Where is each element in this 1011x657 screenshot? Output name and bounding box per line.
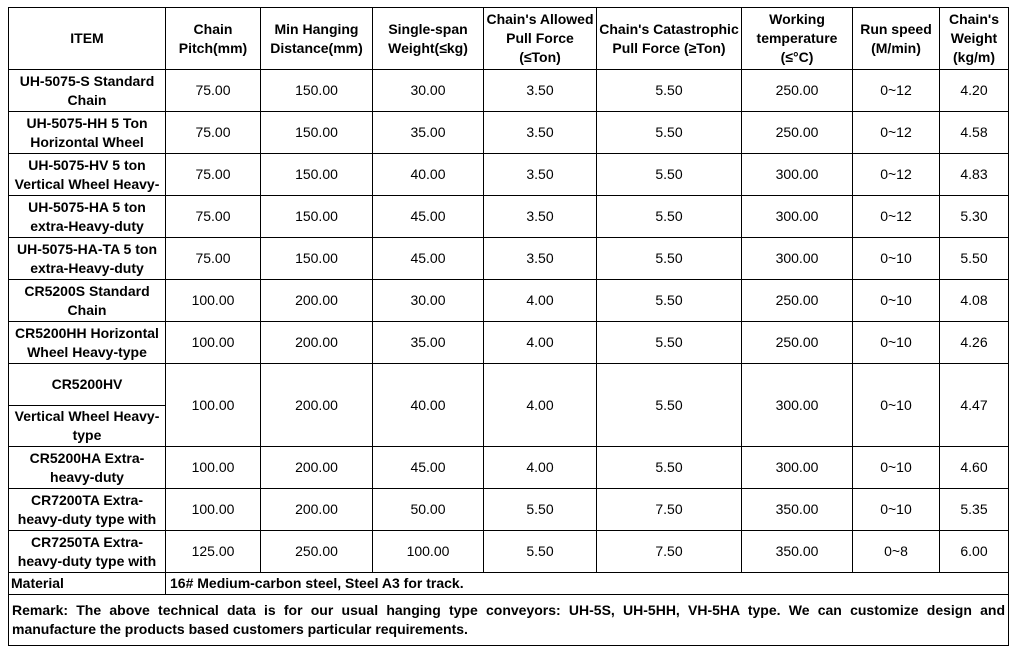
cell-cat-pull: 5.50 xyxy=(597,322,742,364)
cell-speed: 0~10 xyxy=(853,238,940,280)
cell-span-weight: 30.00 xyxy=(373,280,484,322)
cell-weight: 5.30 xyxy=(940,196,1009,238)
cell-speed: 0~12 xyxy=(853,154,940,196)
cell-allowed-pull: 4.00 xyxy=(484,447,597,489)
cell-span-weight: 35.00 xyxy=(373,322,484,364)
cell-item xyxy=(9,238,166,280)
cell-allowed-pull: 3.50 xyxy=(484,154,597,196)
cell-span-weight: 40.00 xyxy=(373,154,484,196)
cell-pitch: 100.00 xyxy=(166,322,261,364)
cell-cat-pull: 5.50 xyxy=(597,196,742,238)
item-label: UH-5075-HA 5 ton extra-Heavy-duty xyxy=(28,198,146,234)
table-row xyxy=(9,112,1009,154)
table-row xyxy=(9,322,1009,364)
cell-cat-pull: 7.50 xyxy=(597,489,742,531)
cell-item xyxy=(9,196,166,238)
cell-speed: 0~10 xyxy=(853,364,940,447)
item-label: UH-5075-HH 5 Ton Horizontal Wheel xyxy=(26,114,148,150)
cell-weight: 5.35 xyxy=(940,489,1009,531)
item-label: CR7200TA Extra-heavy-duty type with xyxy=(17,491,157,527)
material-row xyxy=(9,573,1009,595)
cell-span-weight: 45.00 xyxy=(373,447,484,489)
cell-pitch: 75.00 xyxy=(166,196,261,238)
cell-speed: 0~12 xyxy=(853,196,940,238)
cell-pitch: 75.00 xyxy=(166,70,261,112)
cell-weight: 4.20 xyxy=(940,70,1009,112)
table-row xyxy=(9,489,1009,531)
cell-span-weight: 40.00 xyxy=(373,364,484,447)
cell-cat-pull: 5.50 xyxy=(597,154,742,196)
cell-weight: 4.47 xyxy=(940,364,1009,447)
table-row xyxy=(9,70,1009,112)
cell-min-hang: 250.00 xyxy=(261,531,373,573)
cell-item xyxy=(9,531,166,573)
cell-item xyxy=(9,280,166,322)
cell-min-hang: 150.00 xyxy=(261,154,373,196)
cell-min-hang: 200.00 xyxy=(261,322,373,364)
cell-allowed-pull: 4.00 xyxy=(484,280,597,322)
remark-text: Remark: The above technical data is for our usual hanging type conveyors: UH-5S, UH-5HH, VH-5HA type. We can customize design and manufacture the products based customers particular requirements. xyxy=(9,595,1009,646)
cell-item xyxy=(9,489,166,531)
item-label: CR5200HH Horizontal Wheel Heavy-type xyxy=(15,324,159,360)
header-single-span-weight: Single-span Weight(≤kg) xyxy=(373,8,484,70)
cell-span-weight: 50.00 xyxy=(373,489,484,531)
header-min-hanging-distance: Min Hanging Distance(mm) xyxy=(261,8,373,70)
cell-min-hang: 150.00 xyxy=(261,238,373,280)
cell-speed: 0~8 xyxy=(853,531,940,573)
table-row xyxy=(9,280,1009,322)
cell-item xyxy=(9,154,166,196)
cell-weight: 4.58 xyxy=(940,112,1009,154)
cell-item-bottom: Vertical Wheel Heavy-type xyxy=(9,406,166,447)
remark-row xyxy=(9,595,1009,646)
cell-span-weight: 45.00 xyxy=(373,196,484,238)
table-row xyxy=(9,531,1009,573)
cell-weight: 5.50 xyxy=(940,238,1009,280)
header-run-speed: Run speed (M/min) xyxy=(853,8,940,70)
item-label: CR7250TA Extra-heavy-duty type with xyxy=(17,533,157,569)
cell-temp: 350.00 xyxy=(742,531,853,573)
cell-span-weight: 30.00 xyxy=(373,70,484,112)
cell-speed: 0~10 xyxy=(853,280,940,322)
cell-cat-pull: 5.50 xyxy=(597,238,742,280)
header-chain-pitch: Chain Pitch(mm) xyxy=(166,8,261,70)
cell-weight: 6.00 xyxy=(940,531,1009,573)
cell-temp: 250.00 xyxy=(742,112,853,154)
cell-cat-pull: 5.50 xyxy=(597,364,742,447)
cell-item xyxy=(9,70,166,112)
item-label: UH-5075-HA-TA 5 ton extra-Heavy-duty xyxy=(16,240,157,276)
cell-temp: 250.00 xyxy=(742,280,853,322)
header-item: ITEM xyxy=(9,8,166,70)
item-label: UH-5075-S Standard Chain xyxy=(19,72,155,108)
cell-pitch: 75.00 xyxy=(166,238,261,280)
cell-span-weight: 35.00 xyxy=(373,112,484,154)
table-row xyxy=(9,154,1009,196)
header-row xyxy=(9,8,1009,70)
cell-temp: 300.00 xyxy=(742,364,853,447)
cell-cat-pull: 5.50 xyxy=(597,447,742,489)
cell-pitch: 75.00 xyxy=(166,112,261,154)
table-row xyxy=(9,196,1009,238)
cell-temp: 300.00 xyxy=(742,196,853,238)
cell-item xyxy=(9,322,166,364)
cell-temp: 300.00 xyxy=(742,154,853,196)
cell-allowed-pull: 3.50 xyxy=(484,238,597,280)
spec-table xyxy=(8,7,1009,646)
cell-temp: 250.00 xyxy=(742,70,853,112)
cell-pitch: 75.00 xyxy=(166,154,261,196)
cell-item xyxy=(9,112,166,154)
cell-allowed-pull: 4.00 xyxy=(484,322,597,364)
cell-temp: 300.00 xyxy=(742,238,853,280)
cell-temp: 300.00 xyxy=(742,447,853,489)
cell-pitch: 100.00 xyxy=(166,447,261,489)
material-label: Material xyxy=(9,573,166,595)
cell-weight: 4.08 xyxy=(940,280,1009,322)
table-row xyxy=(9,238,1009,280)
cell-min-hang: 200.00 xyxy=(261,447,373,489)
header-chain-weight: Chain's Weight (kg/m) xyxy=(940,8,1009,70)
cell-min-hang: 150.00 xyxy=(261,196,373,238)
cell-cat-pull: 7.50 xyxy=(597,531,742,573)
cell-item xyxy=(9,447,166,489)
cell-cat-pull: 5.50 xyxy=(597,70,742,112)
item-label: UH-5075-HV 5 ton Vertical Wheel Heavy- xyxy=(14,156,160,192)
header-working-temperature: Working temperature (≤°C) xyxy=(742,8,853,70)
cell-min-hang: 200.00 xyxy=(261,489,373,531)
cell-allowed-pull: 4.00 xyxy=(484,364,597,447)
cell-span-weight: 45.00 xyxy=(373,238,484,280)
cell-min-hang: 200.00 xyxy=(261,280,373,322)
cell-min-hang: 200.00 xyxy=(261,364,373,447)
header-allowed-pull-force: Chain's Allowed Pull Force (≤Ton) xyxy=(484,8,597,70)
cell-min-hang: 150.00 xyxy=(261,112,373,154)
table-row xyxy=(9,364,1009,406)
cell-speed: 0~12 xyxy=(853,70,940,112)
header-catastrophic-pull-force: Chain's Catastrophic Pull Force (≥Ton) xyxy=(597,8,742,70)
cell-weight: 4.26 xyxy=(940,322,1009,364)
cell-pitch: 125.00 xyxy=(166,531,261,573)
item-label: CR5200HA Extra-heavy-duty xyxy=(29,449,145,485)
cell-temp: 250.00 xyxy=(742,322,853,364)
cell-allowed-pull: 3.50 xyxy=(484,112,597,154)
cell-pitch: 100.00 xyxy=(166,280,261,322)
cell-cat-pull: 5.50 xyxy=(597,112,742,154)
cell-allowed-pull: 5.50 xyxy=(484,489,597,531)
cell-span-weight: 100.00 xyxy=(373,531,484,573)
cell-allowed-pull: 3.50 xyxy=(484,196,597,238)
cell-weight: 4.60 xyxy=(940,447,1009,489)
cell-speed: 0~10 xyxy=(853,447,940,489)
material-value: 16# Medium-carbon steel, Steel A3 for track. xyxy=(166,573,1009,595)
cell-allowed-pull: 3.50 xyxy=(484,70,597,112)
cell-pitch: 100.00 xyxy=(166,489,261,531)
item-label: CR5200S Standard Chain xyxy=(24,282,150,318)
cell-pitch: 100.00 xyxy=(166,364,261,447)
cell-speed: 0~12 xyxy=(853,112,940,154)
table-row xyxy=(9,447,1009,489)
cell-speed: 0~10 xyxy=(853,489,940,531)
cell-min-hang: 150.00 xyxy=(261,70,373,112)
cell-speed: 0~10 xyxy=(853,322,940,364)
cell-cat-pull: 5.50 xyxy=(597,280,742,322)
cell-item-top: CR5200HV xyxy=(9,364,166,406)
cell-weight: 4.83 xyxy=(940,154,1009,196)
cell-allowed-pull: 5.50 xyxy=(484,531,597,573)
cell-temp: 350.00 xyxy=(742,489,853,531)
